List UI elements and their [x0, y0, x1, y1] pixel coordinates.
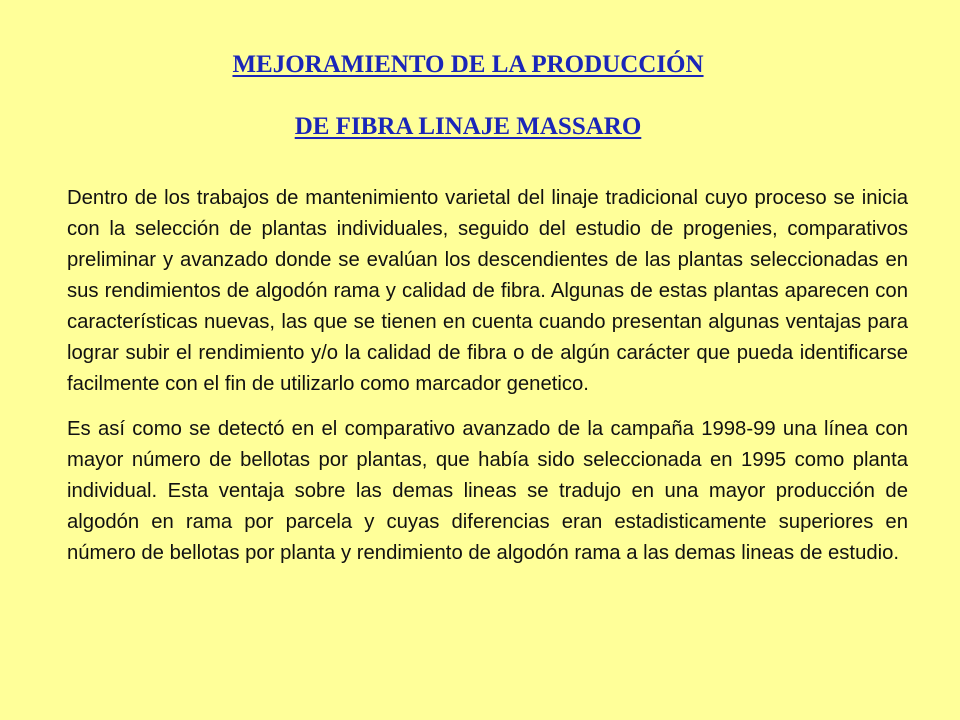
- title-block: [0, 50, 936, 142]
- body-text: [67, 183, 908, 569]
- paragraph-1: Dentro de los trabajos de mantenimiento varietal del linaje tradicional cuyo proceso se inicia con la selección de plantas individuales, seguido del estudio de progenies, comparativos preliminar y avanzado donde se evalúan los descendientes de las plantas seleccionadas en sus rendimientos de algodón rama y calidad de fibra. Algunas de estas plantas aparecen con características nuevas, las que se tienen en cuenta cuando presentan algunas ventajas para lograr subir el rendimiento y/o la calidad de fibra o de algún carácter que pueda identificarse facilmente con el fin de utilizarlo como marcador genetico.: [67, 187, 908, 395]
- slide-title-line-1: MEJORAMIENTO DE LA PRODUCCIÓN: [232, 51, 704, 78]
- paragraph-2: Es así como se detectó en el comparativo avanzado de la campaña 1998-99 una línea con mayor número de bellotas por plantas, que había sido seleccionada en 1995 como planta individual. Esta ventaja sobre las demas lineas se tradujo en una mayor producción de algodón en rama por parcela y cuyas diferencias eran estadisticamente superiores en número de bellotas por planta y rendimiento de algodón rama a las demas lineas de estudio.: [67, 418, 908, 564]
- slide-title-line-2: DE FIBRA LINAJE MASSARO: [294, 113, 642, 140]
